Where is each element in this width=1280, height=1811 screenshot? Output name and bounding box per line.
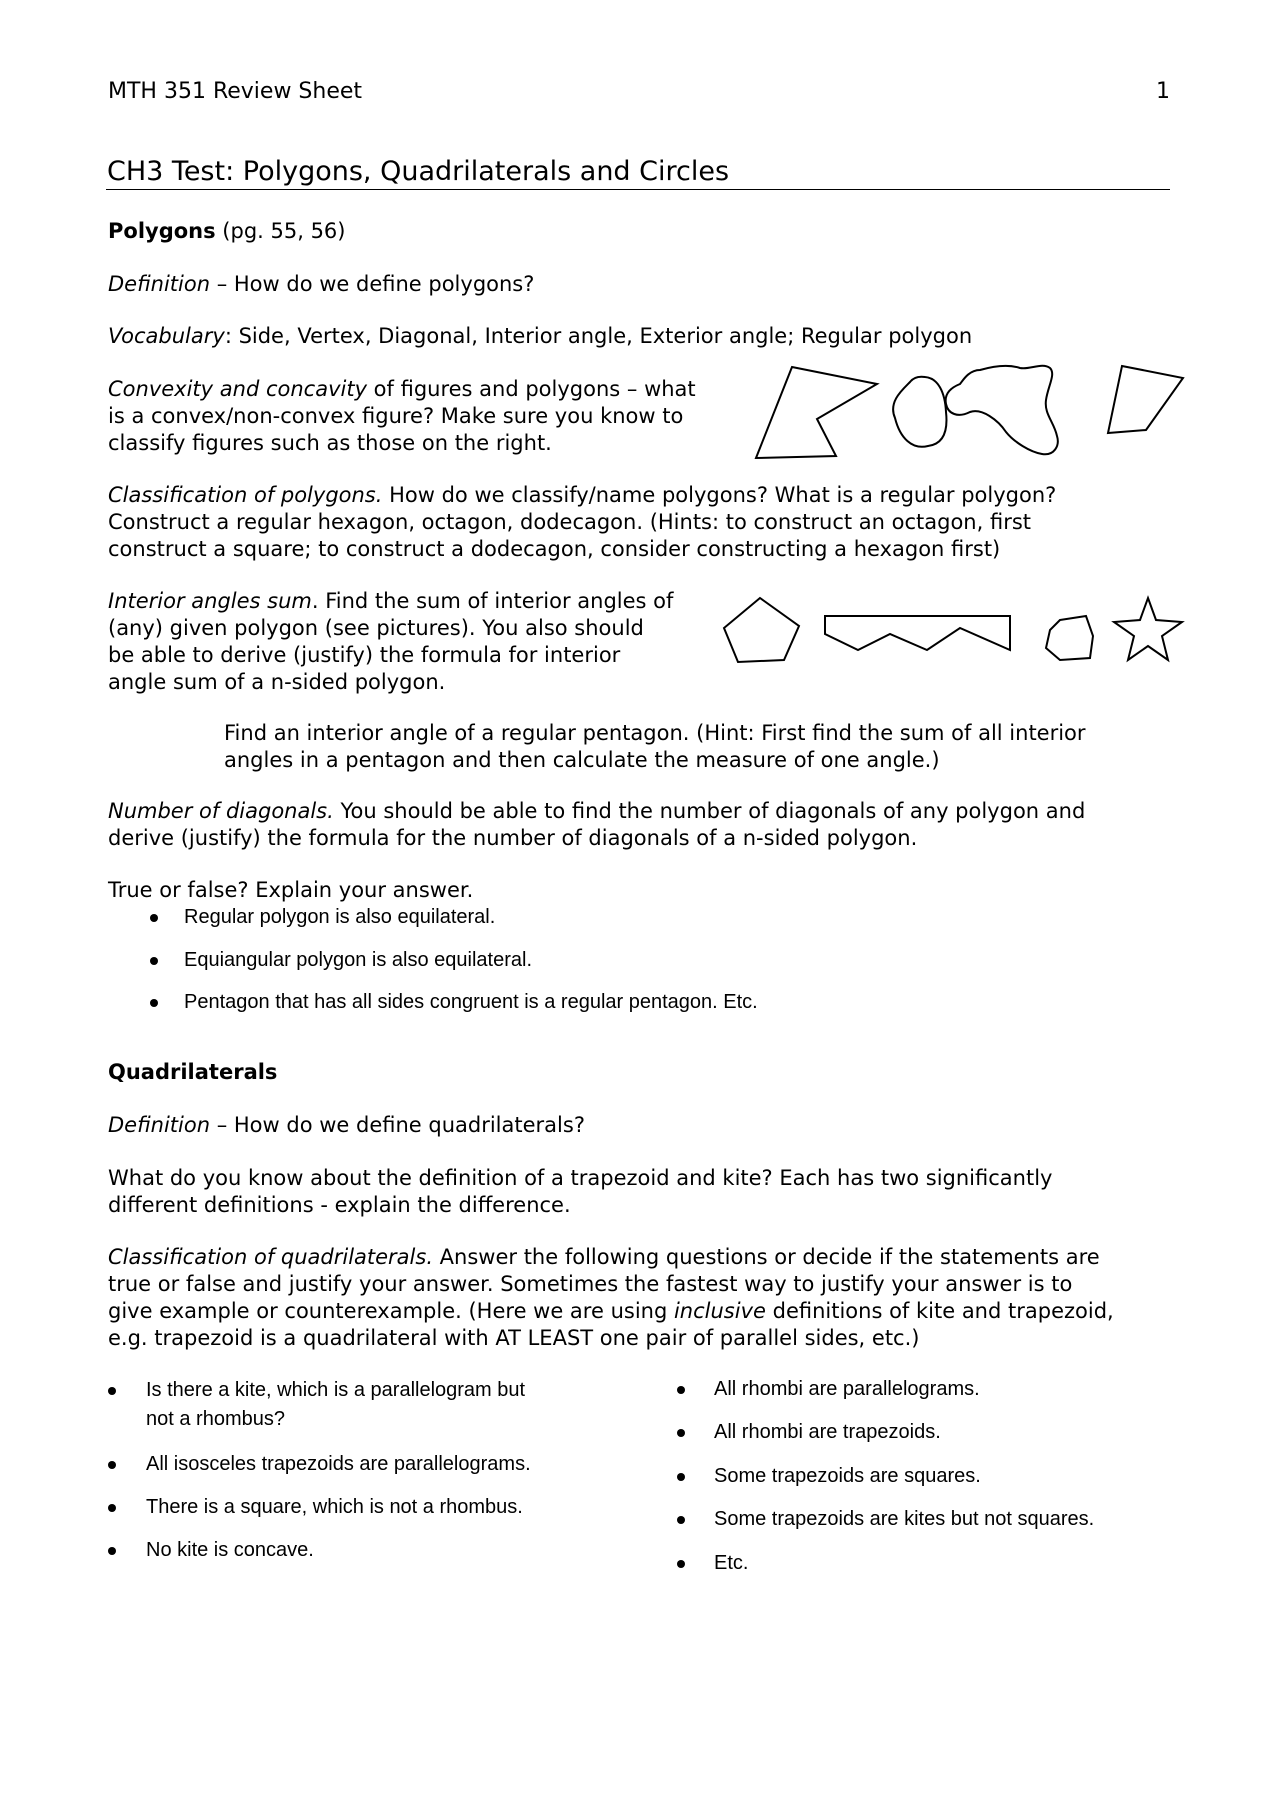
convexity-line-2: is a convex/non-convex figure? Make sure you know to — [108, 404, 684, 428]
bullet-dot — [677, 1429, 685, 1437]
polygons-heading: Polygons — [108, 219, 216, 243]
quad-classification-line-2: true or false and justify your answer. Sometimes the fastest way to justify your answer is to — [108, 1272, 1073, 1296]
page-title: CH3 Test: Polygons, Quadrilaterals and Circles — [107, 156, 730, 187]
quad-left-bullet-4: No kite is concave. — [146, 1539, 314, 1561]
inclusive-emphasis: inclusive — [673, 1299, 766, 1323]
classification-label: Classification of polygons. — [108, 483, 383, 507]
convexity-figures — [750, 360, 1190, 470]
quad-classification-label: Classification of quadrilaterals. — [108, 1245, 433, 1269]
interior-angle-figures — [720, 594, 1190, 674]
concave-blob-shape — [946, 366, 1058, 455]
classification-line-3: construct a square; to construct a dodecagon, consider constructing a hexagon first) — [108, 537, 1001, 561]
quad-right-bullet-4: Some trapezoids are kites but not squares. — [714, 1508, 1095, 1530]
polygon-definition-text: – How do we define polygons? — [210, 272, 535, 296]
irregular-hexagon-shape — [1046, 616, 1093, 660]
polygon-bullet-1: Regular polygon is also equilateral. — [184, 906, 496, 928]
bullet-dot — [677, 1473, 685, 1481]
header-title: MTH 351 Review Sheet — [108, 79, 363, 104]
diagonals-line-2: derive (justify) the formula for the number of diagonals of a n-sided polygon. — [108, 826, 918, 850]
zigzag-rectangle-shape — [825, 616, 1010, 650]
trapezoid-line-1: What do you know about the definition of a trapezoid and kite? Each has two significantly — [108, 1166, 1053, 1190]
polygons-pages: (pg. 55, 56) — [215, 219, 346, 243]
interior-line-3: be able to derive (justify) the formula for interior — [108, 643, 621, 667]
pentagon-line-1: Find an interior angle of a regular pentagon. (Hint: First find the sum of all interior — [224, 721, 1086, 745]
convexity-line-1 — [108, 376, 696, 403]
quad-left-bullet-1: Is there a kite, which is a parallelogram but — [146, 1379, 526, 1401]
polygon-bullet-2: Equiangular polygon is also equilateral. — [184, 949, 533, 971]
convexity-line-3: classify figures such as those on the right. — [108, 431, 552, 455]
star-shape — [1114, 598, 1182, 660]
polygon-vocabulary-label: Vocabulary — [108, 324, 225, 348]
bullet-dot — [108, 1461, 116, 1469]
page-number: 1 — [1156, 79, 1170, 104]
bullet-dot — [150, 999, 158, 1007]
true-false-prompt: True or false? Explain your answer. — [108, 878, 474, 902]
quad-left-bullet-3: There is a square, which is not a rhombus. — [146, 1496, 523, 1518]
quadrilateral-definition-text: – How do we define quadrilaterals? — [210, 1113, 585, 1137]
trapezoid-line-2: different definitions - explain the difference. — [108, 1193, 571, 1217]
pentagon-line-2: angles in a pentagon and then calculate the measure of one angle.) — [224, 748, 940, 772]
quad-left-bullet-1-cont: not a rhombus? — [146, 1408, 285, 1430]
quad-right-bullet-2: All rhombi are trapezoids. — [714, 1421, 941, 1443]
quadrilaterals-heading-text: Quadrilaterals — [108, 1060, 278, 1084]
classification-line-2: Construct a regular hexagon, octagon, dodecagon. (Hints: to construct an octagon, first — [108, 510, 1032, 534]
diagonals-line-1 — [108, 798, 1085, 825]
interior-line-4: angle sum of a n-sided polygon. — [108, 670, 446, 694]
quad-classification-line-3 — [108, 1298, 1114, 1325]
polygon-vocabulary-text: : Side, Vertex, Diagonal, Interior angle, Exterior angle; Regular polygon — [224, 324, 973, 348]
bullet-dot — [150, 914, 158, 922]
quad-classification-text-3b: definitions of kite and trapezoid, — [765, 1299, 1114, 1323]
quad-right-bullet-1: All rhombi are parallelograms. — [714, 1378, 980, 1400]
bullet-dot — [108, 1504, 116, 1512]
title-underline — [106, 189, 1170, 190]
bullet-dot — [108, 1547, 116, 1555]
polygon-definition — [108, 271, 534, 298]
polygons-heading-line — [108, 218, 346, 245]
interior-line-1 — [108, 588, 673, 615]
quad-classification-line-1 — [108, 1244, 1100, 1271]
convexity-label: Convexity and concavity — [108, 377, 367, 401]
concave-arrow-shape — [756, 367, 877, 458]
polygon-definition-label: Definition — [108, 272, 211, 296]
quad-classification-text-3a: give example or counterexample. (Here we are using — [108, 1299, 674, 1323]
quad-right-bullet-3: Some trapezoids are squares. — [714, 1465, 981, 1487]
bullet-dot — [677, 1516, 685, 1524]
interior-text-1: . Find the sum of interior angles of — [311, 589, 674, 613]
interior-label: Interior angles sum — [108, 589, 312, 613]
quad-right-bullet-5: Etc. — [714, 1552, 749, 1574]
bullet-dot — [677, 1386, 685, 1394]
bullet-dot — [677, 1560, 685, 1568]
convexity-text-1: of figures and polygons – what — [367, 377, 696, 401]
convex-blob-shape — [893, 377, 946, 447]
polygon-bullet-3: Pentagon that has all sides congruent is a regular pentagon. Etc. — [184, 991, 758, 1013]
pentagon-shape — [724, 598, 799, 662]
convex-quadrilateral-shape — [1108, 366, 1183, 433]
diagonals-label: Number of diagonals. — [108, 799, 334, 823]
diagonals-text-1: You should be able to find the number of diagonals of any polygon and — [333, 799, 1086, 823]
classification-line-1 — [108, 482, 1056, 509]
quad-classification-line-4: e.g. trapezoid is a quadrilateral with AT LEAST one pair of parallel sides, etc.) — [108, 1326, 920, 1350]
classification-text-1: How do we classify/name polygons? What is a regular polygon? — [382, 483, 1057, 507]
interior-line-2: (any) given polygon (see pictures). You also should — [108, 616, 644, 640]
quadrilateral-definition-label: Definition — [108, 1113, 211, 1137]
polygon-vocabulary — [108, 323, 972, 350]
bullet-dot — [108, 1387, 116, 1395]
quad-classification-text-1: Answer the following questions or decide if the statements are — [433, 1245, 1100, 1269]
quadrilateral-definition — [108, 1112, 585, 1139]
quadrilaterals-heading — [108, 1059, 277, 1086]
bullet-dot — [150, 957, 158, 965]
quad-left-bullet-2: All isosceles trapezoids are parallelograms. — [146, 1453, 531, 1475]
